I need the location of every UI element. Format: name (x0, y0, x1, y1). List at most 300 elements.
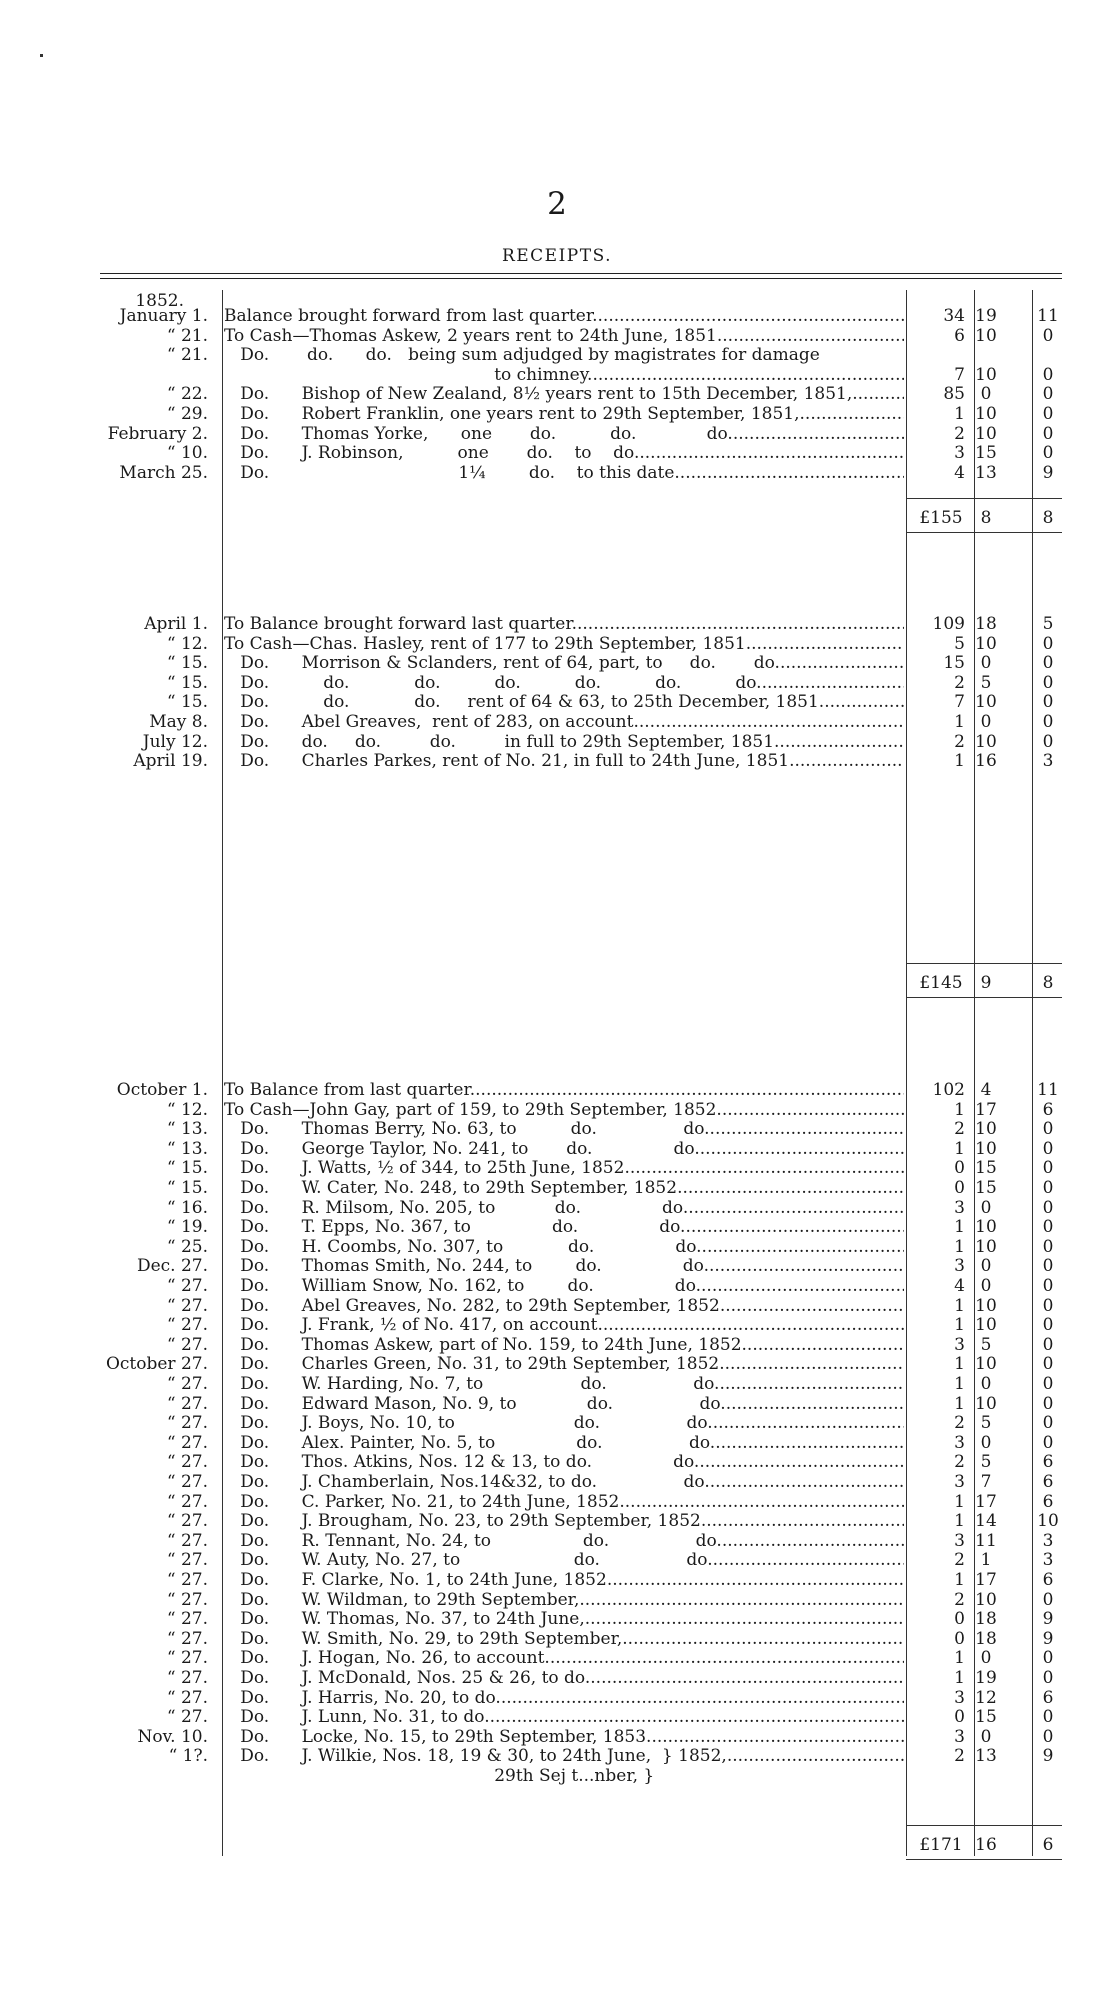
shillings-value: 10 (975, 1315, 997, 1336)
ledger-row (0, 1374, 1114, 1394)
ledger-row (0, 384, 1114, 404)
pence-value: 0 (1042, 1256, 1054, 1277)
entry-date: “ 27. (166, 1687, 208, 1708)
entry-description-text: Do. J. Lunn, No. 31, to do. (224, 1707, 490, 1728)
entry-description (224, 634, 904, 654)
entry-description (224, 1394, 904, 1414)
total-pounds: £155 (919, 508, 963, 528)
ledger-row (0, 1315, 1114, 1335)
pence-value: 0 (1042, 672, 1054, 693)
entry-description-text: Do. W. Smith, No. 29, to 29th September, (224, 1628, 623, 1649)
shillings-value: 0 (980, 1256, 992, 1277)
total-shillings: 9 (980, 973, 992, 993)
entry-description-text: Do. Thomas Berry, No. 63, to do. do. (224, 1119, 710, 1140)
entry-description (224, 1374, 904, 1394)
entry-description-text: Do. do. do. being sum adjudged by magistrates for damage (224, 345, 820, 366)
shillings-value: 10 (975, 1589, 997, 1610)
pence-value: 0 (1042, 1315, 1054, 1336)
pounds-value: 0 (954, 1178, 965, 1198)
pence-value: 0 (1042, 1354, 1054, 1375)
section-total (906, 1832, 1062, 1858)
entry-description (224, 1746, 904, 1766)
entry-description (224, 463, 904, 483)
entry-description-text: Do. W. Thomas, No. 37, to 24th June, (224, 1609, 585, 1630)
entry-date: “ 27. (166, 1393, 208, 1414)
leader-dots (501, 1688, 904, 1708)
entry-description (224, 1256, 904, 1276)
leader-dots (720, 1296, 904, 1316)
shillings-value: 17 (975, 1099, 997, 1120)
leader-dots (572, 614, 904, 634)
ledger-row (0, 326, 1114, 346)
shillings-value: 10 (975, 423, 997, 444)
entry-description (224, 1570, 904, 1590)
shillings-value: 18 (975, 1609, 997, 1630)
shillings-value: 15 (975, 1178, 997, 1198)
pounds-value: 1 (954, 712, 965, 732)
pence-value: 3 (1042, 1550, 1054, 1571)
entry-description (224, 1354, 904, 1374)
shillings-value: 10 (975, 1354, 997, 1375)
ledger-row (0, 653, 1114, 673)
ledger-row (0, 1531, 1114, 1551)
entry-date: “ 27. (166, 1511, 208, 1532)
pence-value: 3 (1042, 1530, 1054, 1551)
shillings-value: 10 (975, 325, 997, 346)
entry-date: “ 21. (166, 325, 208, 346)
entry-description-text: Do. Edward Mason, No. 9, to do. do. (224, 1393, 726, 1414)
pounds-value: 3 (954, 1197, 965, 1218)
pounds-value: 4 (954, 1276, 965, 1296)
shillings-value: 0 (980, 653, 992, 674)
pounds-value: 1 (954, 1295, 965, 1316)
entry-description-text: Do. J. Wilkie, Nos. 18, 19 & 30, to 24th June, } 1852, (224, 1746, 727, 1767)
leader-dots (544, 1648, 904, 1668)
leader-dots (646, 1727, 904, 1747)
pence-value: 0 (1042, 1236, 1054, 1257)
ledger-row (0, 1394, 1114, 1414)
shillings-value: 18 (975, 614, 997, 634)
entry-description-text: Do. J. Robinson, one do. to do. (224, 443, 640, 464)
entry-description (224, 653, 904, 673)
entry-description (224, 1688, 904, 1708)
entry-date: “ 13. (166, 1138, 208, 1159)
leader-dots (719, 1354, 904, 1374)
entry-description (224, 424, 904, 444)
leader-dots (674, 463, 904, 483)
pounds-value: 1 (954, 1315, 965, 1336)
leader-dots (639, 443, 904, 463)
entry-description-text: Do. Thomas Smith, No. 244, to do. do. (224, 1256, 709, 1277)
ledger-row (0, 732, 1114, 752)
entry-date: April 1. (144, 614, 208, 634)
pounds-value: 85 (943, 384, 965, 405)
shillings-value: 4 (980, 1080, 992, 1100)
ledger-row (0, 634, 1114, 654)
total-shillings: 16 (975, 1835, 997, 1855)
entry-description-text: Do. J. Watts, ½ of 344, to 25th June, 1852 (224, 1158, 625, 1179)
leader-dots (762, 673, 904, 693)
ledger-row (0, 1198, 1114, 1218)
entry-description-text: Do. Alex. Painter, No. 5, to do. do. (224, 1432, 716, 1453)
entry-description (224, 345, 904, 365)
entry-date: “ 29. (166, 404, 208, 424)
shillings-value: 15 (975, 1158, 997, 1179)
leader-dots (587, 365, 904, 385)
ledger-row (0, 306, 1114, 326)
pence-value: 9 (1042, 1609, 1054, 1630)
ledger-row (0, 1609, 1114, 1629)
pence-value: 6 (1042, 1687, 1054, 1708)
entry-description-text: Do. Charles Parkes, rent of No. 21, in full to 24th June, 1851 (224, 751, 790, 772)
leader-dots (722, 1531, 904, 1551)
pence-value: 0 (1042, 1295, 1054, 1316)
entry-date: “ 15. (166, 1158, 208, 1179)
leader-dots (702, 1237, 904, 1257)
entry-description (224, 1766, 904, 1786)
entry-date: “ 15. (166, 692, 208, 713)
shillings-value: 0 (980, 1374, 992, 1394)
entry-description (224, 1590, 904, 1610)
shillings-value: 0 (980, 384, 992, 405)
shillings-value: 10 (975, 731, 997, 752)
leader-dots (710, 1472, 904, 1492)
shillings-value: 5 (980, 672, 992, 693)
ledger-row (0, 1629, 1114, 1649)
total-shillings: 8 (980, 508, 992, 528)
speck (40, 54, 43, 57)
leader-dots (742, 1335, 904, 1355)
entry-description (224, 1080, 904, 1100)
leader-dots (622, 1629, 904, 1649)
leader-dots (719, 1374, 904, 1394)
shillings-value: 0 (980, 1726, 992, 1747)
entry-date: March 25. (119, 462, 208, 483)
entry-date: May 8. (149, 712, 208, 732)
entry-description (224, 1217, 904, 1237)
pounds-value: 102 (932, 1080, 965, 1100)
total-rule (906, 1825, 1062, 1826)
pence-value: 0 (1042, 1707, 1054, 1728)
pounds-value: 109 (932, 614, 965, 634)
entry-description (224, 1119, 904, 1139)
entry-description (224, 1335, 904, 1355)
leader-dots (701, 1511, 904, 1531)
leader-dots (677, 1178, 904, 1198)
entry-date: “ 27. (166, 1707, 208, 1728)
pence-value: 9 (1042, 462, 1054, 483)
pounds-value: 3 (954, 1687, 965, 1708)
pence-value: 0 (1042, 443, 1054, 464)
entry-date: “ 27. (166, 1668, 208, 1688)
entry-description-text: Do. Morrison & Sclanders, rent of 64, part, to do. do. (224, 653, 780, 674)
entry-date: “ 27. (166, 1276, 208, 1296)
leader-dots (713, 1550, 904, 1570)
pounds-value: 34 (943, 306, 965, 326)
pounds-value: 4 (954, 462, 965, 483)
pence-value: 6 (1042, 1472, 1054, 1492)
pounds-value: 0 (954, 1158, 965, 1179)
ledger-row (0, 1648, 1114, 1668)
leader-dots (590, 1668, 904, 1688)
entry-description-text: Do. J. Frank, ½ of No. 417, on account (224, 1315, 598, 1336)
shillings-value: 5 (980, 1452, 992, 1473)
pence-value: 6 (1042, 1491, 1054, 1512)
pounds-value: 3 (954, 1530, 965, 1551)
entry-description (224, 1492, 904, 1512)
entry-description-text: Do. T. Epps, No. 367, to do. do. (224, 1217, 686, 1238)
entry-date: “ 1?. (168, 1746, 208, 1767)
pence-value: 0 (1042, 633, 1054, 654)
pence-value: 0 (1042, 1276, 1054, 1296)
pounds-value: 0 (954, 1628, 965, 1649)
ledger-row (0, 1335, 1114, 1355)
ledger-row (0, 751, 1114, 771)
entry-description-text: Do. William Snow, No. 162, to do. do. (224, 1276, 702, 1296)
total-pounds: £171 (919, 1835, 963, 1855)
year-label: 1852. (135, 291, 184, 311)
top-rule (100, 273, 1062, 274)
leader-dots (780, 653, 904, 673)
entry-description-text: Do. Charles Green, No. 31, to 29th September, 1852 (224, 1354, 720, 1375)
entry-description (224, 1707, 904, 1727)
pence-value: 0 (1042, 423, 1054, 444)
leader-dots (727, 1746, 904, 1766)
pounds-value: 1 (954, 751, 965, 772)
pence-value: 6 (1042, 1452, 1054, 1473)
entry-date: “ 13. (166, 1119, 208, 1140)
pounds-value: 1 (954, 1099, 965, 1120)
ledger-row (0, 443, 1114, 463)
pence-value: 0 (1042, 1648, 1054, 1669)
ledger-row (0, 1296, 1114, 1316)
leader-dots (789, 751, 904, 771)
pence-value: 0 (1042, 1178, 1054, 1198)
shillings-value: 14 (975, 1511, 997, 1532)
entry-date: “ 27. (166, 1550, 208, 1571)
pounds-value: 1 (954, 1570, 965, 1590)
shillings-value: 17 (975, 1570, 997, 1590)
entry-date: “ 16. (166, 1197, 208, 1218)
entry-description-text: Do. W. Wildman, to 29th September, (224, 1589, 580, 1610)
ledger-row (0, 1492, 1114, 1512)
pence-value: 6 (1042, 1099, 1054, 1120)
ledger-row (0, 1668, 1114, 1688)
leader-dots (746, 634, 904, 654)
entry-description-text: Do. H. Coombs, No. 307, to do. do. (224, 1236, 702, 1257)
total-pence: 8 (1042, 973, 1054, 993)
ledger-row (0, 1590, 1114, 1610)
entry-description (224, 692, 904, 712)
entry-description-text: Do. R. Tennant, No. 24, to do. do. (224, 1530, 722, 1551)
entry-date: “ 27. (166, 1570, 208, 1590)
entry-date: “ 27. (166, 1648, 208, 1669)
leader-dots (607, 1570, 904, 1590)
entry-date: “ 27. (166, 1334, 208, 1355)
entry-description-text: Do. Thomas Yorke, one do. do. do. (224, 423, 733, 444)
entry-description (224, 365, 904, 385)
pounds-value: 6 (954, 325, 965, 346)
pounds-value: 5 (954, 633, 965, 654)
pounds-value: 2 (954, 1413, 965, 1434)
shillings-value: 12 (975, 1687, 997, 1708)
leader-dots (709, 1256, 904, 1276)
shillings-value: 1 (980, 1550, 992, 1571)
entry-description-text: Do. Thos. Atkins, Nos. 12 & 13, to do. do. (224, 1452, 700, 1473)
shillings-value: 15 (975, 443, 997, 464)
total-pounds: £145 (919, 973, 963, 993)
leader-dots (715, 1433, 904, 1453)
shillings-value: 16 (975, 751, 997, 772)
shillings-value: 10 (975, 1295, 997, 1316)
pounds-value: 1 (954, 1236, 965, 1257)
ledger-row (0, 1707, 1114, 1727)
leader-dots (717, 326, 904, 346)
entry-date: October 1. (116, 1080, 208, 1100)
shillings-value: 5 (980, 1413, 992, 1434)
shillings-value: 19 (975, 306, 997, 326)
entry-date: “ 15. (166, 672, 208, 693)
ledger-row (0, 1100, 1114, 1120)
leader-dots (585, 1609, 904, 1629)
pounds-value: 2 (954, 731, 965, 752)
pence-value: 0 (1042, 1197, 1054, 1218)
leader-dots (633, 712, 904, 732)
entry-date: February 2. (107, 423, 208, 444)
entry-description (224, 1550, 904, 1570)
entry-date: July 12. (142, 731, 208, 752)
ledger-row (0, 424, 1114, 444)
leader-dots (699, 1452, 904, 1472)
ledger-row (0, 1511, 1114, 1531)
entry-description (224, 1727, 904, 1747)
entry-description (224, 1648, 904, 1668)
ledger-row (0, 1727, 1114, 1747)
entry-description-text: Do. C. Parker, No. 21, to 24th June, 1852 (224, 1491, 620, 1512)
entry-description-text: Do. R. Milsom, No. 205, to do. do. (224, 1197, 689, 1218)
entry-date: “ 27. (166, 1452, 208, 1473)
ledger-row (0, 1217, 1114, 1237)
shillings-value: 0 (980, 1432, 992, 1453)
pence-value: 0 (1042, 404, 1054, 424)
entry-description-text: Do. George Taylor, No. 241, to do. do. (224, 1138, 700, 1159)
pounds-value: 1 (954, 1491, 965, 1512)
pounds-value: 0 (954, 1609, 965, 1630)
pounds-value: 1 (954, 1217, 965, 1238)
entry-description-text: Do. Robert Franklin, one years rent to 29th September, 1851, (224, 404, 800, 424)
pence-value: 0 (1042, 1432, 1054, 1453)
entry-description-text: Do. 1¼ do. to this date (224, 462, 675, 483)
entry-description-text: Balance brought forward from last quarter (224, 306, 593, 326)
pounds-value: 7 (954, 364, 965, 385)
entry-date: “ 22. (166, 384, 208, 405)
ledger-row (0, 1766, 1114, 1786)
total-rule (906, 532, 1062, 533)
ledger-row (0, 712, 1114, 732)
entry-description (224, 1237, 904, 1257)
pence-value: 11 (1037, 306, 1059, 326)
entry-date: “ 27. (166, 1374, 208, 1394)
leader-dots (592, 306, 904, 326)
shillings-value: 11 (975, 1530, 997, 1551)
shillings-value: 0 (980, 712, 992, 732)
entry-description-text: Do. do. do. do. do. do. do. (224, 672, 762, 693)
entry-description-text: Do. do. do. do. in full to 29th September, 1851 (224, 731, 775, 752)
pounds-value: 2 (954, 1746, 965, 1767)
entry-description (224, 1609, 904, 1629)
ledger-row (0, 365, 1114, 385)
entry-date: “ 12. (166, 633, 208, 654)
entry-description (224, 1413, 904, 1433)
entry-description (224, 1276, 904, 1296)
leader-dots (716, 1100, 904, 1120)
leader-dots (819, 692, 904, 712)
leader-dots (710, 1119, 904, 1139)
pounds-value: 3 (954, 443, 965, 464)
leader-dots (713, 1413, 904, 1433)
entry-description (224, 1198, 904, 1218)
shillings-value: 10 (975, 1138, 997, 1159)
entry-date: “ 15. (166, 653, 208, 674)
ledger-row (0, 1080, 1114, 1100)
shillings-value: 5 (980, 1334, 992, 1355)
entry-date: “ 27. (166, 1609, 208, 1630)
ledger-row (0, 1452, 1114, 1472)
leader-dots (579, 1590, 904, 1610)
entry-description (224, 712, 904, 732)
entry-description-text: Do. do. do. rent of 64 & 63, to 25th December, 1851 (224, 692, 819, 713)
ledger-row (0, 1119, 1114, 1139)
total-pence: 8 (1042, 508, 1054, 528)
entry-date: January 1. (119, 306, 208, 326)
leader-dots (800, 404, 904, 424)
entry-description (224, 1100, 904, 1120)
entry-description (224, 404, 904, 424)
leader-dots (733, 424, 904, 444)
pounds-value: 3 (954, 1472, 965, 1492)
entry-description (224, 732, 904, 752)
entry-date: “ 27. (166, 1295, 208, 1316)
ledger-row (0, 692, 1114, 712)
entry-date: April 19. (133, 751, 208, 772)
pence-value: 0 (1042, 1589, 1054, 1610)
pence-value: 0 (1042, 653, 1054, 674)
entry-description (224, 1158, 904, 1178)
shillings-value: 18 (975, 1628, 997, 1649)
pence-value: 9 (1042, 1746, 1054, 1767)
pounds-value: 1 (954, 1374, 965, 1394)
leader-dots (470, 1080, 904, 1100)
entry-date: “ 27. (166, 1315, 208, 1336)
entry-description-text: To Balance from last quarter (224, 1080, 470, 1100)
pence-value: 0 (1042, 1668, 1054, 1688)
ledger-row (0, 1413, 1114, 1433)
pence-value: 0 (1042, 692, 1054, 713)
entry-description (224, 1296, 904, 1316)
shillings-value: 10 (975, 364, 997, 385)
entry-date: “ 27. (166, 1530, 208, 1551)
ledger-row (0, 1139, 1114, 1159)
pence-value: 0 (1042, 364, 1054, 385)
pence-value: 9 (1042, 1628, 1054, 1649)
entry-description (224, 326, 904, 346)
leader-dots (852, 384, 904, 404)
entry-date: “ 27. (166, 1413, 208, 1434)
pounds-value: 1 (954, 404, 965, 424)
ledger-row (0, 1354, 1114, 1374)
ledger-row (0, 1256, 1114, 1276)
leader-dots (619, 1492, 904, 1512)
